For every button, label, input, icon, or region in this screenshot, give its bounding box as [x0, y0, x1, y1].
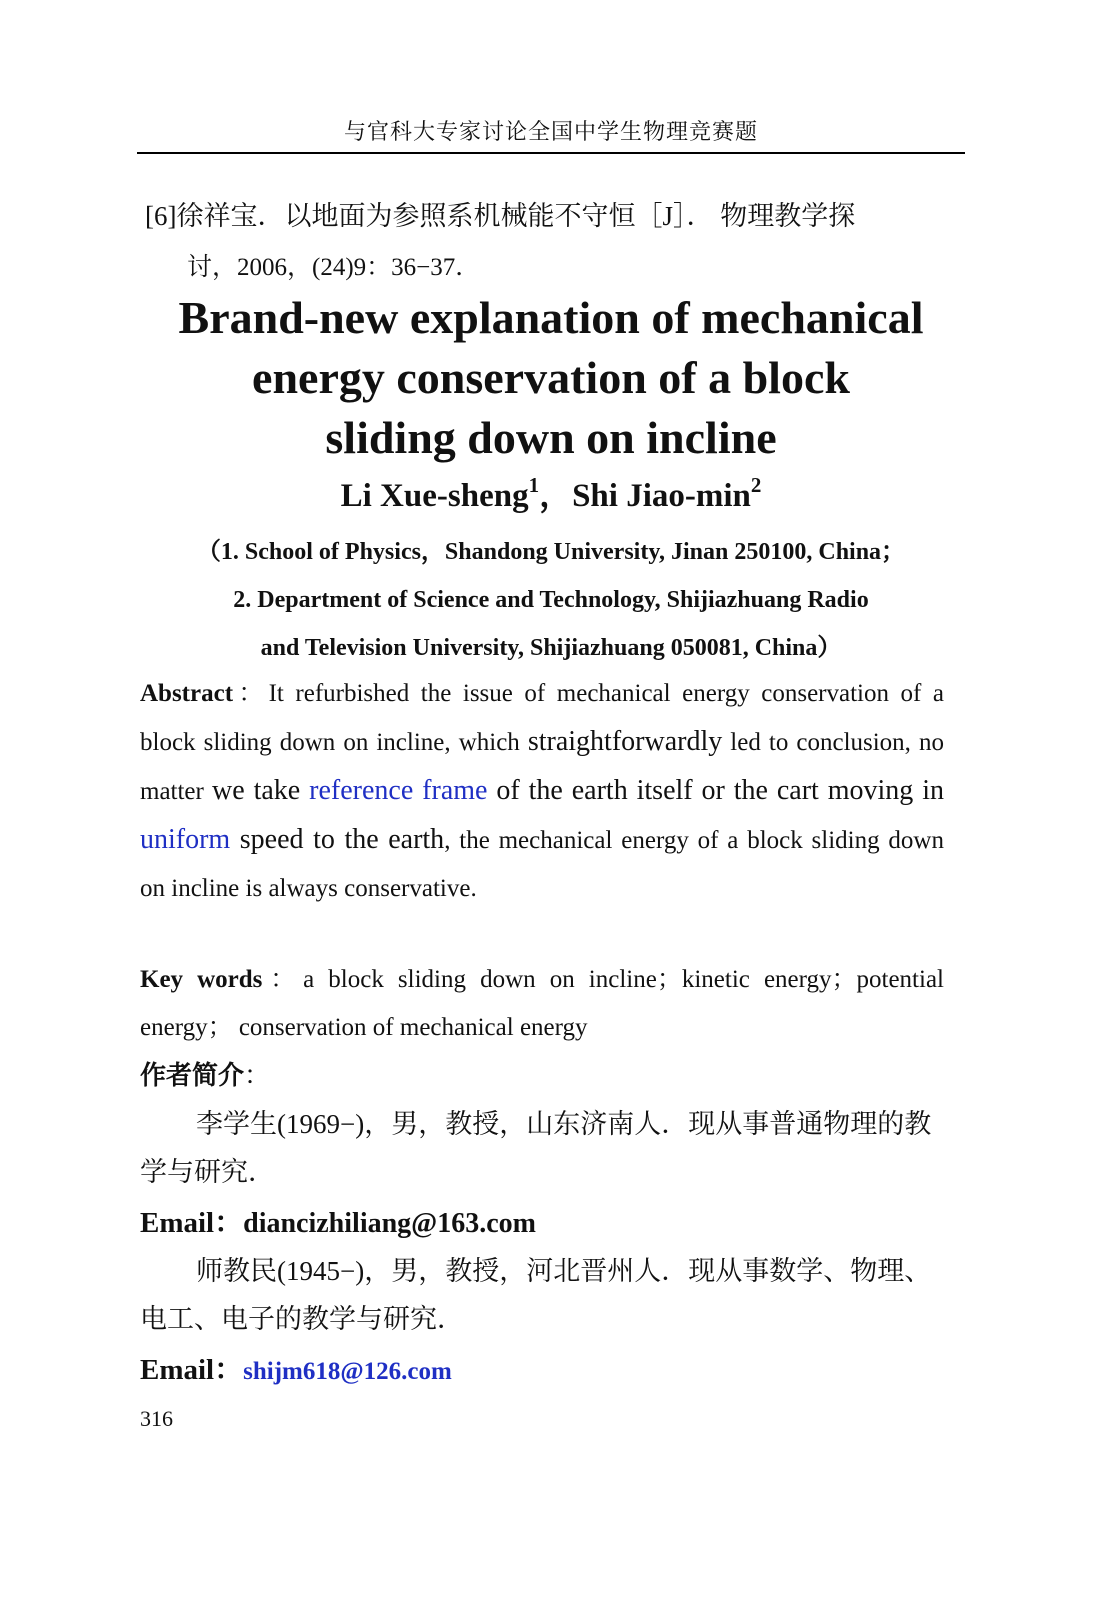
keywords-label: Key words: [140, 966, 263, 993]
abstract-link-reference-frame[interactable]: reference frame: [309, 775, 488, 806]
bio-heading-text: 作者简介: [140, 1061, 245, 1091]
abstract-text-h: speed to the earth: [230, 824, 445, 855]
email-1-address[interactable]: diancizhiliang@163.com: [243, 1208, 536, 1239]
abstract-label: Abstract: [140, 680, 234, 707]
title-line-3: sliding down on incline: [325, 412, 777, 463]
reference-line-1: [6]徐祥宝．以地面为参照系机械能不守恒［J］． 物理教学探: [145, 201, 856, 231]
title-line-2: energy conservation of a block: [252, 352, 850, 403]
reference-6: [145, 190, 965, 294]
author-2-affiliation-mark: 2: [750, 473, 762, 497]
email-2-label: Email：: [140, 1354, 244, 1386]
bio-heading-colon: ：: [244, 1061, 271, 1091]
abstract-link-uniform[interactable]: uniform: [140, 824, 231, 855]
affiliation-line-1: （1. School of Physics，Shandong University, Jinan 250100, China；: [196, 539, 906, 565]
keywords-colon: ：: [262, 966, 304, 993]
abstract-text-i: , the mechanical energy of a block sliding down on incline is always conservative.: [140, 827, 944, 902]
keywords: [140, 956, 944, 1052]
title-line-1: Brand-new explanation of mechanical: [178, 292, 924, 343]
author-separator: ，: [539, 478, 573, 514]
header-rule: [137, 152, 965, 154]
abstract-text-f: of the earth itself or the cart moving in: [487, 775, 944, 806]
abstract: [140, 670, 944, 913]
affiliations: [140, 528, 962, 672]
abstract-text-c: led to conclusion, no matter: [140, 729, 944, 805]
abstract-colon: ：: [233, 680, 269, 707]
email-1-label: Email：: [140, 1207, 244, 1239]
author-line: [140, 472, 962, 520]
keywords-text: a block sliding down on incline；kinetic energy；potential energy； conservation of mechanical energy: [140, 966, 944, 1041]
author-2-bio: 师教民(1945−)，男，教授，河北晋州人．现从事数学、物理、电工、电子的教学与研究．: [140, 1256, 932, 1334]
author-1-name: Li Xue-sheng: [340, 478, 529, 514]
author-1-bio: 李学生(1969−)，男，教授，山东济南人．现从事普通物理的教学与研究．: [140, 1109, 932, 1187]
author-2-email: [140, 1347, 452, 1388]
page-number: 316: [140, 1406, 173, 1431]
affiliation-line-2: 2. Department of Science and Technology, Shijiazhuang Radio: [233, 587, 869, 613]
reference-line-2: 讨，2006，(24)9：36−37．: [187, 254, 481, 281]
author-1-affiliation-mark: 1: [528, 473, 540, 497]
email-2-address[interactable]: shijm618@126.com: [243, 1358, 452, 1385]
abstract-text-d: we take: [212, 775, 310, 806]
paper-title: [140, 288, 962, 468]
author-2-name: Shi Jiao-min: [572, 478, 751, 514]
running-header: 与官科大专家讨论全国中学生物理竞赛题: [343, 119, 758, 144]
abstract-text-b: straightforwardly: [527, 726, 723, 757]
author-1-email: [140, 1200, 536, 1241]
author-bio-heading: [140, 1055, 270, 1092]
affiliation-line-3: and Television University, Shijiazhuang 050081, China）: [260, 635, 842, 661]
abstract-text-a: It refurbished the issue of mechanical energy conservation of a block sliding down on incline, which: [140, 680, 944, 756]
